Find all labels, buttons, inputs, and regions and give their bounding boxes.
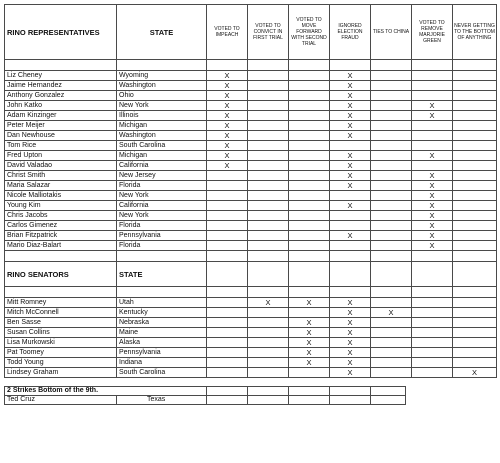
mark-cell bbox=[371, 298, 412, 308]
mark-cell bbox=[412, 358, 453, 368]
member-name: Carlos Gimenez bbox=[5, 221, 117, 231]
table-row bbox=[5, 181, 497, 191]
mark-cell bbox=[412, 161, 453, 171]
mark-cell bbox=[453, 121, 497, 131]
table-row bbox=[5, 221, 497, 231]
mark-cell bbox=[371, 141, 412, 151]
member-state: Washington bbox=[117, 81, 207, 91]
mark-cell: X bbox=[412, 201, 453, 211]
member-state: Pennsylvania bbox=[117, 348, 207, 358]
mark-cell bbox=[453, 141, 497, 151]
mark-cell bbox=[371, 91, 412, 101]
mark-cell bbox=[207, 221, 248, 231]
mark-cell bbox=[289, 231, 330, 241]
mark-cell: X bbox=[207, 141, 248, 151]
mark-cell bbox=[412, 131, 453, 141]
mark-cell: X bbox=[330, 151, 371, 161]
member-name: Young Kim bbox=[5, 201, 117, 211]
bottom-title: 2 Strikes Bottom of the 9th. bbox=[5, 387, 207, 396]
member-name: Susan Collins bbox=[5, 328, 117, 338]
member-state: Indiana bbox=[117, 358, 207, 368]
col-header-china: TIES TO CHINA bbox=[371, 5, 412, 60]
mark-cell bbox=[453, 211, 497, 221]
table-row bbox=[5, 308, 497, 318]
mark-cell bbox=[453, 161, 497, 171]
col-header-impeach: VOTED TO IMPEACH bbox=[207, 5, 248, 60]
mark-cell: X bbox=[330, 111, 371, 121]
member-name: Mario Diaz-Balart bbox=[5, 241, 117, 251]
member-state: Florida bbox=[117, 221, 207, 231]
mark-cell bbox=[207, 211, 248, 221]
mark-cell: X bbox=[330, 171, 371, 181]
member-state: Ohio bbox=[117, 91, 207, 101]
member-name: Mitch McConnell bbox=[5, 308, 117, 318]
mark-cell bbox=[248, 181, 289, 191]
mark-cell: X bbox=[412, 171, 453, 181]
member-name: Ted Cruz bbox=[5, 396, 117, 405]
member-state: California bbox=[117, 161, 207, 171]
mark-cell bbox=[371, 231, 412, 241]
mark-cell bbox=[371, 348, 412, 358]
mark-cell: X bbox=[330, 161, 371, 171]
mark-cell bbox=[248, 151, 289, 161]
mark-cell: X bbox=[371, 308, 412, 318]
mark-cell bbox=[371, 81, 412, 91]
table-row bbox=[5, 396, 406, 405]
member-state: Florida bbox=[117, 181, 207, 191]
table-row bbox=[5, 368, 497, 378]
mark-cell: X bbox=[330, 308, 371, 318]
mark-cell: X bbox=[330, 318, 371, 328]
member-name: Liz Cheney bbox=[5, 71, 117, 81]
spacer-row bbox=[5, 60, 497, 71]
table-row bbox=[5, 161, 497, 171]
mark-cell bbox=[453, 221, 497, 231]
table-row bbox=[5, 328, 497, 338]
mark-cell bbox=[289, 161, 330, 171]
mark-cell bbox=[412, 298, 453, 308]
mark-cell bbox=[289, 101, 330, 111]
mark-cell bbox=[289, 141, 330, 151]
mark-cell: X bbox=[330, 368, 371, 378]
mark-cell bbox=[453, 181, 497, 191]
mark-cell bbox=[248, 368, 289, 378]
table-row bbox=[5, 298, 497, 308]
mark-cell bbox=[248, 131, 289, 141]
member-state: New Jersey bbox=[117, 171, 207, 181]
mark-cell bbox=[248, 211, 289, 221]
mark-cell bbox=[289, 131, 330, 141]
member-name: Ben Sasse bbox=[5, 318, 117, 328]
member-name: Adam Kinzinger bbox=[5, 111, 117, 121]
mark-cell: X bbox=[289, 358, 330, 368]
mark-cell: X bbox=[412, 221, 453, 231]
mark-cell bbox=[207, 338, 248, 348]
col-header-remove-green: VOTED TO REMOVE MARJORIE GREEN bbox=[412, 5, 453, 60]
mark-cell: X bbox=[289, 348, 330, 358]
mark-cell bbox=[371, 211, 412, 221]
member-state: Florida bbox=[117, 241, 207, 251]
mark-cell bbox=[248, 201, 289, 211]
col-header-election-fraud: IGNORED ELECTION FRAUD bbox=[330, 5, 371, 60]
member-name: Pat Toomey bbox=[5, 348, 117, 358]
member-name: Nicole Malliotakis bbox=[5, 191, 117, 201]
mark-cell bbox=[289, 171, 330, 181]
table-row bbox=[5, 101, 497, 111]
mark-cell bbox=[453, 308, 497, 318]
mark-cell bbox=[248, 338, 289, 348]
member-name: Mitt Romney bbox=[5, 298, 117, 308]
mark-cell: X bbox=[330, 121, 371, 131]
mark-cell: X bbox=[412, 151, 453, 161]
mark-cell bbox=[207, 191, 248, 201]
mark-cell: X bbox=[412, 111, 453, 121]
mark-cell bbox=[371, 241, 412, 251]
member-name: Tom Rice bbox=[5, 141, 117, 151]
table-row bbox=[5, 151, 497, 161]
mark-cell bbox=[207, 201, 248, 211]
mark-cell bbox=[453, 298, 497, 308]
table-row bbox=[5, 111, 497, 121]
mark-cell: X bbox=[412, 211, 453, 221]
mark-cell: X bbox=[330, 358, 371, 368]
mark-cell bbox=[371, 358, 412, 368]
mark-cell bbox=[207, 308, 248, 318]
mark-cell bbox=[371, 338, 412, 348]
mark-cell bbox=[248, 161, 289, 171]
mark-cell bbox=[248, 348, 289, 358]
mark-cell bbox=[453, 71, 497, 81]
table-row bbox=[5, 211, 497, 221]
mark-cell bbox=[371, 151, 412, 161]
mark-cell bbox=[289, 191, 330, 201]
table-row bbox=[5, 358, 497, 368]
mark-cell: X bbox=[207, 111, 248, 121]
mark-cell bbox=[289, 71, 330, 81]
mark-cell bbox=[412, 91, 453, 101]
table-row bbox=[5, 318, 497, 328]
mark-cell bbox=[371, 161, 412, 171]
col-header-second-trial: VOTED TO MOVE FORWARD WITH SECOND TRIAL bbox=[289, 5, 330, 60]
member-name: Chris Jacobs bbox=[5, 211, 117, 221]
member-state: California bbox=[117, 201, 207, 211]
member-state: Texas bbox=[117, 396, 207, 405]
mark-cell bbox=[289, 181, 330, 191]
mark-cell bbox=[248, 241, 289, 251]
mark-cell bbox=[412, 141, 453, 151]
member-name: Lindsey Graham bbox=[5, 368, 117, 378]
mark-cell bbox=[248, 71, 289, 81]
mark-cell bbox=[412, 81, 453, 91]
member-name: Jaime Hernandez bbox=[5, 81, 117, 91]
member-state: Maine bbox=[117, 328, 207, 338]
mark-cell bbox=[207, 328, 248, 338]
mark-cell bbox=[330, 241, 371, 251]
senators-header-row bbox=[5, 262, 497, 287]
mark-cell bbox=[289, 81, 330, 91]
mark-cell bbox=[371, 368, 412, 378]
mark-cell: X bbox=[412, 231, 453, 241]
mark-cell: X bbox=[412, 191, 453, 201]
mark-cell bbox=[330, 211, 371, 221]
mark-cell: X bbox=[330, 298, 371, 308]
mark-cell bbox=[289, 91, 330, 101]
mark-cell: X bbox=[207, 91, 248, 101]
mark-cell: X bbox=[248, 298, 289, 308]
mark-cell bbox=[453, 338, 497, 348]
table-row bbox=[5, 201, 497, 211]
header-row bbox=[5, 5, 497, 60]
mark-cell: X bbox=[207, 161, 248, 171]
bottom-title-row bbox=[5, 387, 406, 396]
col-header-bottom: NEVER GETTING TO THE BOTTOM OF ANYTHING bbox=[453, 5, 497, 60]
member-state: Michigan bbox=[117, 151, 207, 161]
mark-cell bbox=[412, 71, 453, 81]
table-row bbox=[5, 191, 497, 201]
member-state: Kentucky bbox=[117, 308, 207, 318]
mark-cell bbox=[371, 191, 412, 201]
mark-cell: X bbox=[207, 71, 248, 81]
mark-cell: X bbox=[330, 338, 371, 348]
bottom-table bbox=[4, 386, 406, 405]
mark-cell bbox=[207, 241, 248, 251]
mark-cell: X bbox=[289, 338, 330, 348]
mark-cell: X bbox=[412, 241, 453, 251]
member-state: Utah bbox=[117, 298, 207, 308]
member-name: Christ Smith bbox=[5, 171, 117, 181]
table-row bbox=[5, 81, 497, 91]
mark-cell bbox=[248, 358, 289, 368]
mark-cell bbox=[289, 368, 330, 378]
mark-cell bbox=[453, 151, 497, 161]
mark-cell: X bbox=[330, 201, 371, 211]
mark-cell: X bbox=[330, 181, 371, 191]
col-header-convict: VOTED TO CONVICT IN FIRST TRIAL bbox=[248, 5, 289, 60]
member-name: John Katko bbox=[5, 101, 117, 111]
mark-cell bbox=[207, 348, 248, 358]
mark-cell bbox=[453, 348, 497, 358]
mark-cell bbox=[207, 181, 248, 191]
mark-cell bbox=[371, 71, 412, 81]
mark-cell bbox=[371, 221, 412, 231]
mark-cell bbox=[248, 171, 289, 181]
mark-cell bbox=[453, 91, 497, 101]
member-state: New York bbox=[117, 211, 207, 221]
mark-cell bbox=[248, 308, 289, 318]
mark-cell bbox=[248, 91, 289, 101]
mark-cell bbox=[248, 101, 289, 111]
mark-cell bbox=[207, 318, 248, 328]
mark-cell: X bbox=[412, 101, 453, 111]
mark-cell: X bbox=[330, 231, 371, 241]
member-state: South Carolina bbox=[117, 141, 207, 151]
mark-cell: X bbox=[330, 328, 371, 338]
mark-cell bbox=[412, 308, 453, 318]
member-name: Todd Young bbox=[5, 358, 117, 368]
mark-cell: X bbox=[330, 101, 371, 111]
mark-cell bbox=[453, 328, 497, 338]
table-row bbox=[5, 71, 497, 81]
member-name: Brian Fitzpatrick bbox=[5, 231, 117, 241]
mark-cell bbox=[453, 241, 497, 251]
member-name: Fred Upton bbox=[5, 151, 117, 161]
mark-cell bbox=[371, 101, 412, 111]
mark-cell bbox=[412, 318, 453, 328]
member-state: New York bbox=[117, 191, 207, 201]
mark-cell bbox=[453, 231, 497, 241]
mark-cell bbox=[289, 308, 330, 318]
mark-cell: X bbox=[289, 298, 330, 308]
mark-cell: X bbox=[453, 368, 497, 378]
mark-cell bbox=[289, 111, 330, 121]
table-row bbox=[5, 91, 497, 101]
mark-cell: X bbox=[330, 131, 371, 141]
mark-cell bbox=[453, 358, 497, 368]
mark-cell bbox=[330, 221, 371, 231]
member-name: Dan Newhouse bbox=[5, 131, 117, 141]
mark-cell bbox=[289, 211, 330, 221]
member-name: Peter Meijer bbox=[5, 121, 117, 131]
mark-cell bbox=[248, 221, 289, 231]
member-state: New York bbox=[117, 101, 207, 111]
mark-cell bbox=[453, 81, 497, 91]
table-row bbox=[5, 171, 497, 181]
mark-cell bbox=[248, 141, 289, 151]
mark-cell bbox=[248, 191, 289, 201]
mark-cell bbox=[371, 121, 412, 131]
mark-cell bbox=[371, 328, 412, 338]
mark-cell bbox=[248, 328, 289, 338]
table-row bbox=[5, 241, 497, 251]
mark-cell bbox=[289, 121, 330, 131]
mark-cell bbox=[289, 201, 330, 211]
member-state: South Carolina bbox=[117, 368, 207, 378]
member-name: David Valadao bbox=[5, 161, 117, 171]
mark-cell bbox=[371, 201, 412, 211]
member-state: Illinois bbox=[117, 111, 207, 121]
mark-cell: X bbox=[207, 131, 248, 141]
mark-cell bbox=[207, 298, 248, 308]
mark-cell bbox=[207, 171, 248, 181]
mark-cell bbox=[289, 221, 330, 231]
mark-cell bbox=[453, 131, 497, 141]
table-row bbox=[5, 141, 497, 151]
mark-cell bbox=[453, 101, 497, 111]
mark-cell bbox=[248, 81, 289, 91]
member-name: Anthony Gonzalez bbox=[5, 91, 117, 101]
rino-sheet bbox=[4, 4, 497, 405]
table-row bbox=[5, 131, 497, 141]
table-row bbox=[5, 348, 497, 358]
mark-cell: X bbox=[289, 328, 330, 338]
table-row bbox=[5, 338, 497, 348]
mark-cell: X bbox=[207, 151, 248, 161]
mark-cell bbox=[330, 141, 371, 151]
mark-cell bbox=[371, 131, 412, 141]
spacer-row bbox=[5, 251, 497, 262]
mark-cell bbox=[371, 181, 412, 191]
mark-cell bbox=[248, 318, 289, 328]
senators-title: RINO SENATORS bbox=[5, 262, 117, 287]
member-name: Maria Salazar bbox=[5, 181, 117, 191]
reps-title: RINO REPRESENTATIVES bbox=[5, 5, 117, 60]
mark-cell bbox=[412, 328, 453, 338]
mark-cell bbox=[207, 358, 248, 368]
member-name: Lisa Murkowski bbox=[5, 338, 117, 348]
mark-cell bbox=[412, 338, 453, 348]
mark-cell bbox=[412, 368, 453, 378]
mark-cell: X bbox=[412, 181, 453, 191]
state-header: STATE bbox=[117, 5, 207, 60]
senators-state-header: STATE bbox=[117, 262, 207, 287]
mark-cell bbox=[248, 121, 289, 131]
member-state: Wyoming bbox=[117, 71, 207, 81]
mark-cell: X bbox=[330, 91, 371, 101]
mark-cell bbox=[453, 201, 497, 211]
mark-cell bbox=[207, 231, 248, 241]
mark-cell bbox=[371, 318, 412, 328]
rino-table bbox=[4, 4, 497, 378]
mark-cell: X bbox=[207, 101, 248, 111]
mark-cell bbox=[248, 231, 289, 241]
mark-cell: X bbox=[330, 71, 371, 81]
mark-cell bbox=[289, 151, 330, 161]
mark-cell bbox=[207, 368, 248, 378]
mark-cell bbox=[412, 121, 453, 131]
table-row bbox=[5, 121, 497, 131]
member-state: Washington bbox=[117, 131, 207, 141]
spacer-row bbox=[5, 287, 497, 298]
table-row bbox=[5, 231, 497, 241]
mark-cell bbox=[289, 241, 330, 251]
mark-cell bbox=[453, 191, 497, 201]
member-state: Nebraska bbox=[117, 318, 207, 328]
mark-cell: X bbox=[207, 121, 248, 131]
mark-cell bbox=[371, 111, 412, 121]
mark-cell bbox=[453, 111, 497, 121]
mark-cell: X bbox=[289, 318, 330, 328]
mark-cell bbox=[453, 171, 497, 181]
mark-cell bbox=[330, 191, 371, 201]
member-state: Michigan bbox=[117, 121, 207, 131]
mark-cell bbox=[371, 171, 412, 181]
mark-cell: X bbox=[207, 81, 248, 91]
mark-cell: X bbox=[330, 81, 371, 91]
mark-cell bbox=[453, 318, 497, 328]
member-state: Alaska bbox=[117, 338, 207, 348]
mark-cell bbox=[248, 111, 289, 121]
member-state: Pennsylvania bbox=[117, 231, 207, 241]
mark-cell bbox=[412, 348, 453, 358]
mark-cell: X bbox=[330, 348, 371, 358]
